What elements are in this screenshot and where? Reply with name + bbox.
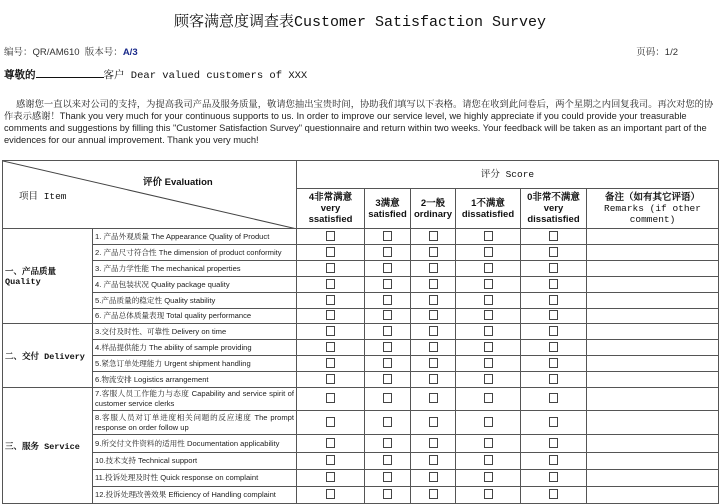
evaluation-item (93, 453, 297, 470)
score-cell (456, 324, 521, 340)
remarks-cell[interactable] (587, 372, 719, 388)
score-column-header (456, 189, 521, 229)
score-checkbox[interactable] (484, 263, 493, 273)
category-label: 三、服务 Service (3, 388, 93, 504)
score-checkbox[interactable] (383, 455, 392, 465)
evaluation-item (93, 324, 297, 340)
table-row (3, 411, 719, 435)
evaluation-item-text: 7.客服人员工作能力与态度 Capability and service spirit of customer service clerks (95, 389, 294, 408)
remarks-cell[interactable] (587, 261, 719, 277)
score-checkbox[interactable] (383, 417, 392, 427)
score-cell (297, 309, 365, 324)
table-row (3, 277, 719, 293)
score-checkbox[interactable] (429, 472, 438, 482)
score-cell (365, 487, 411, 504)
score-checkbox[interactable] (383, 438, 392, 448)
score-checkbox[interactable] (383, 358, 392, 368)
score-checkbox[interactable] (484, 295, 493, 305)
score-cell (521, 277, 587, 293)
score-checkbox[interactable] (326, 358, 335, 368)
score-cell (521, 372, 587, 388)
table-row (3, 309, 719, 324)
score-column-header (297, 189, 365, 229)
score-checkbox[interactable] (326, 455, 335, 465)
score-checkbox[interactable] (326, 247, 335, 257)
score-checkbox[interactable] (549, 247, 558, 257)
score-checkbox[interactable] (549, 438, 558, 448)
score-checkbox[interactable] (326, 438, 335, 448)
score-cell (521, 470, 587, 487)
score-cell (411, 309, 456, 324)
score-cell (365, 324, 411, 340)
score-checkbox[interactable] (429, 358, 438, 368)
version: A/3 (122, 47, 138, 58)
score-checkbox[interactable] (326, 326, 335, 336)
score-cn: 3满意 (375, 197, 400, 209)
score-checkbox[interactable] (484, 247, 493, 257)
score-en: ordinary (413, 208, 452, 220)
evaluation-item-text: 3. 产品力学性能 The mechanical properties (95, 263, 241, 273)
score-checkbox[interactable] (429, 342, 438, 352)
score-column-header (521, 189, 587, 229)
page-number (636, 44, 678, 58)
score-cell (365, 277, 411, 293)
score-checkbox[interactable] (484, 374, 493, 384)
score-checkbox[interactable] (326, 263, 335, 273)
evaluation-item (93, 261, 297, 277)
score-checkbox[interactable] (484, 455, 493, 465)
score-cell (456, 229, 521, 245)
score-cell (411, 388, 456, 411)
score-checkbox[interactable] (484, 310, 493, 320)
score-checkbox[interactable] (484, 326, 493, 336)
evaluation-item (93, 356, 297, 372)
score-cell (521, 388, 587, 411)
score-cell (365, 372, 411, 388)
score-en: very ssatisfied (308, 203, 353, 225)
score-cell (365, 470, 411, 487)
score-checkbox[interactable] (549, 374, 558, 384)
score-cell (521, 229, 587, 245)
score-checkbox[interactable] (429, 489, 438, 499)
page-title: 顾客满意度调查表Customer Satisfaction Survey (173, 14, 547, 31)
evaluation-item-text: 3.交付及时性、可靠性 Delivery on time (95, 326, 227, 336)
evaluation-item-text: 4.样品提供能力 The ability of sample providing (95, 342, 252, 352)
score-cell (521, 324, 587, 340)
score-checkbox[interactable] (429, 310, 438, 320)
score-checkbox[interactable] (383, 489, 392, 499)
score-cell (456, 388, 521, 411)
table-row (3, 229, 719, 245)
remarks-cell[interactable] (587, 487, 719, 504)
remarks-cell[interactable] (587, 453, 719, 470)
score-checkbox[interactable] (429, 279, 438, 289)
table-row (3, 372, 719, 388)
score-column-header (365, 189, 411, 229)
score-cn: 1不满意 (471, 197, 505, 209)
score-cell (297, 356, 365, 372)
score-checkbox[interactable] (549, 310, 558, 320)
score-header: 评分 Score (297, 161, 719, 189)
score-checkbox[interactable] (326, 393, 335, 403)
evaluation-item-text: 9.所交付文件资料的适用性 Documentation applicability (95, 438, 280, 448)
remarks-cell[interactable] (587, 411, 719, 435)
score-cell (365, 411, 411, 435)
score-cell (521, 411, 587, 435)
score-checkbox[interactable] (383, 310, 392, 320)
score-cell (365, 435, 411, 453)
score-checkbox[interactable] (429, 374, 438, 384)
score-checkbox[interactable] (549, 358, 558, 368)
score-checkbox[interactable] (549, 393, 558, 403)
score-cell (365, 309, 411, 324)
score-checkbox[interactable] (383, 263, 392, 273)
evaluation-item-text: 11.投诉处理及时性 Quick response on complaint (95, 473, 259, 482)
table-row (3, 453, 719, 470)
score-cell (456, 372, 521, 388)
score-checkbox[interactable] (383, 326, 392, 336)
score-checkbox[interactable] (326, 374, 335, 384)
document-number (4, 44, 138, 58)
doc-no: QR/AM610 (32, 47, 80, 58)
score-checkbox[interactable] (549, 326, 558, 336)
score-cell (456, 411, 521, 435)
score-checkbox[interactable] (484, 393, 493, 403)
score-checkbox[interactable] (549, 342, 558, 352)
evaluation-item-text: 5.紧急订单处理能力 Urgent shipment handling (95, 358, 251, 368)
score-checkbox[interactable] (484, 438, 493, 448)
evaluation-item (93, 340, 297, 356)
score-cell (297, 487, 365, 504)
score-cell (456, 293, 521, 309)
score-cell (456, 453, 521, 470)
score-cell (365, 245, 411, 261)
table-row (3, 324, 719, 340)
score-checkbox[interactable] (549, 295, 558, 305)
score-cell (365, 261, 411, 277)
customer-name-blank[interactable] (36, 68, 104, 78)
score-cell (365, 340, 411, 356)
evaluation-item (93, 309, 297, 324)
score-cell (411, 293, 456, 309)
table-row (3, 245, 719, 261)
score-cell (456, 261, 521, 277)
score-checkbox[interactable] (326, 279, 335, 289)
score-checkbox[interactable] (326, 295, 335, 305)
score-checkbox[interactable] (549, 231, 558, 241)
score-cell (521, 309, 587, 324)
score-cn: 2一般 (420, 197, 446, 209)
score-checkbox[interactable] (429, 393, 438, 403)
score-checkbox[interactable] (326, 472, 335, 482)
category-label: 一、产品质量 Quality (3, 229, 93, 324)
score-cell (521, 356, 587, 372)
score-cell (521, 340, 587, 356)
score-cell (297, 229, 365, 245)
evaluation-item (93, 293, 297, 309)
remarks-cell[interactable] (587, 229, 719, 245)
evaluation-item (93, 229, 297, 245)
score-checkbox[interactable] (383, 279, 392, 289)
evaluation-item (93, 388, 297, 411)
remarks-cell[interactable] (587, 388, 719, 411)
score-checkbox[interactable] (326, 310, 335, 320)
remarks-header (587, 189, 719, 229)
score-checkbox[interactable] (549, 472, 558, 482)
doc-no-label: 编号： (4, 47, 33, 58)
score-cell (456, 340, 521, 356)
score-checkbox[interactable] (484, 358, 493, 368)
score-checkbox[interactable] (383, 247, 392, 257)
score-cell (365, 293, 411, 309)
score-cell (411, 261, 456, 277)
greeting-prefix: 尊敬的 (4, 69, 36, 81)
score-cn: 4非常满意 (308, 192, 353, 203)
score-cell (411, 340, 456, 356)
score-checkbox[interactable] (484, 417, 493, 427)
greeting-suffix: 客户 Dear valued customers of XXX (103, 70, 308, 82)
score-checkbox[interactable] (429, 263, 438, 273)
score-cell (365, 388, 411, 411)
survey-table (2, 160, 719, 504)
score-cell (297, 340, 365, 356)
score-cell (456, 309, 521, 324)
score-checkbox[interactable] (326, 489, 335, 499)
score-cell (297, 261, 365, 277)
score-cell (365, 356, 411, 372)
score-checkbox[interactable] (429, 231, 438, 241)
score-en: dissatisfied (461, 208, 515, 220)
evaluation-item (93, 435, 297, 453)
score-cell (411, 229, 456, 245)
score-cell (411, 277, 456, 293)
score-cell (411, 487, 456, 504)
table-row (3, 293, 719, 309)
score-cell (297, 470, 365, 487)
score-checkbox[interactable] (429, 326, 438, 336)
score-cell (365, 229, 411, 245)
score-checkbox[interactable] (484, 472, 493, 482)
evaluation-item-text: 8.客服人员对订单进度相关问题的反应速度 The prompt response on order follow up (95, 412, 294, 432)
score-cell (456, 487, 521, 504)
score-checkbox[interactable] (326, 342, 335, 352)
remarks-cell[interactable] (587, 277, 719, 293)
score-en: very dissatisfied (527, 203, 580, 225)
score-checkbox[interactable] (429, 247, 438, 257)
score-column-header (411, 189, 456, 229)
score-checkbox[interactable] (484, 231, 493, 241)
score-cell (521, 245, 587, 261)
evaluation-item (93, 411, 297, 435)
item-header: 项目 Item (19, 191, 67, 202)
evaluation-item (93, 487, 297, 504)
score-cell (411, 411, 456, 435)
score-checkbox[interactable] (429, 417, 438, 427)
score-cell (297, 435, 365, 453)
evaluation-item (93, 245, 297, 261)
remarks-cell[interactable] (587, 245, 719, 261)
remarks-cell[interactable] (587, 340, 719, 356)
page-value: 1/2 (664, 47, 678, 58)
score-checkbox[interactable] (484, 342, 493, 352)
score-checkbox[interactable] (326, 231, 335, 241)
score-en: satisfied (368, 208, 407, 220)
score-cell (411, 356, 456, 372)
score-cell (456, 245, 521, 261)
evaluation-item-text: 2. 产品尺寸符合性 The dimension of product conformity (95, 247, 282, 257)
score-checkbox[interactable] (429, 438, 438, 448)
score-checkbox[interactable] (549, 417, 558, 427)
evaluation-item-text: 6.物流安排 Logistics arrangement (95, 374, 209, 384)
evaluation-item-text: 6. 产品总体质量表现 Total quality performance (95, 311, 252, 320)
score-cell (521, 487, 587, 504)
table-row (3, 340, 719, 356)
score-checkbox[interactable] (383, 472, 392, 482)
score-checkbox[interactable] (549, 455, 558, 465)
score-checkbox[interactable] (484, 279, 493, 289)
score-cell (297, 411, 365, 435)
score-checkbox[interactable] (326, 417, 335, 427)
remarks-cell[interactable] (587, 470, 719, 487)
table-row (3, 435, 719, 453)
score-checkbox[interactable] (383, 231, 392, 241)
score-cell (297, 372, 365, 388)
score-cell (297, 453, 365, 470)
remarks-cn: 备注（如有其它评语） (604, 192, 700, 203)
score-checkbox[interactable] (429, 455, 438, 465)
score-checkbox[interactable] (549, 279, 558, 289)
score-checkbox[interactable] (484, 489, 493, 499)
score-cell (297, 388, 365, 411)
evaluation-item (93, 372, 297, 388)
score-cell (456, 435, 521, 453)
score-cell (411, 435, 456, 453)
remarks-cell[interactable] (587, 293, 719, 309)
intro-paragraph: 感谢您一直以来对公司的支持，为提高我司产品及服务质量，敬请您抽出宝贵时间，协助我们填写以下表格。请您在收到此问卷后，两个星期之内回复我司。再次对您的协作表示感谢！Thank you very much for your continuous supports to us. In order to improve our service level, we highly appreciate if you could provide your treasurable comments and suggestions by filling this "Customer Satisfaction Survey" questionnaire and return within two weeks. Your feedback will be taken as an important part of the evidences for our annual improvement. Thank you very much! (4, 99, 714, 145)
evaluation-item (93, 470, 297, 487)
score-cell (365, 453, 411, 470)
remarks-cell[interactable] (587, 309, 719, 324)
table-row (3, 388, 719, 411)
score-cell (297, 277, 365, 293)
evaluation-item-text: 5.产品质量的稳定性 Quality stability (95, 295, 216, 305)
remarks-cell[interactable] (587, 324, 719, 340)
table-row (3, 487, 719, 504)
score-cell (521, 261, 587, 277)
score-cell (411, 245, 456, 261)
table-row (3, 261, 719, 277)
remarks-cell[interactable] (587, 435, 719, 453)
score-checkbox[interactable] (383, 342, 392, 352)
score-cell (297, 293, 365, 309)
score-checkbox[interactable] (549, 489, 558, 499)
score-cell (411, 453, 456, 470)
score-cell (456, 356, 521, 372)
score-cell (521, 435, 587, 453)
category-label: 二、交付 Delivery (3, 324, 93, 388)
evaluation-item-text: 4. 产品包装状况 Quality package quality (95, 279, 230, 289)
score-cell (521, 453, 587, 470)
score-cell (297, 245, 365, 261)
evaluation-item-text: 10.技术支持 Technical support (95, 456, 198, 465)
score-checkbox[interactable] (549, 263, 558, 273)
evaluation-item (93, 277, 297, 293)
remarks-cell[interactable] (587, 356, 719, 372)
score-checkbox[interactable] (429, 295, 438, 305)
score-cell (521, 293, 587, 309)
evaluation-header: 评价 Evaluation (143, 177, 213, 188)
version-label: 版本号： (84, 47, 123, 58)
table-row (3, 356, 719, 372)
score-cell (297, 324, 365, 340)
score-cell (456, 470, 521, 487)
score-cell (411, 470, 456, 487)
evaluation-item-text: 12.投诉处理改善效果 Efficiency of Handling complaint (95, 490, 276, 499)
page-label: 页码： (636, 47, 665, 58)
greeting (4, 67, 307, 82)
score-checkbox[interactable] (383, 295, 392, 305)
header-diagonal-cell (3, 161, 297, 229)
score-checkbox[interactable] (383, 374, 392, 384)
score-checkbox[interactable] (383, 393, 392, 403)
score-cell (456, 277, 521, 293)
score-cell (411, 324, 456, 340)
score-cell (411, 372, 456, 388)
score-cn: 0非常不满意 (527, 192, 580, 203)
table-row (3, 470, 719, 487)
remarks-en: Remarks (if other comment) (604, 203, 701, 225)
evaluation-item-text: 1. 产品外观质量 The Appearance Quality of Product (95, 231, 270, 241)
